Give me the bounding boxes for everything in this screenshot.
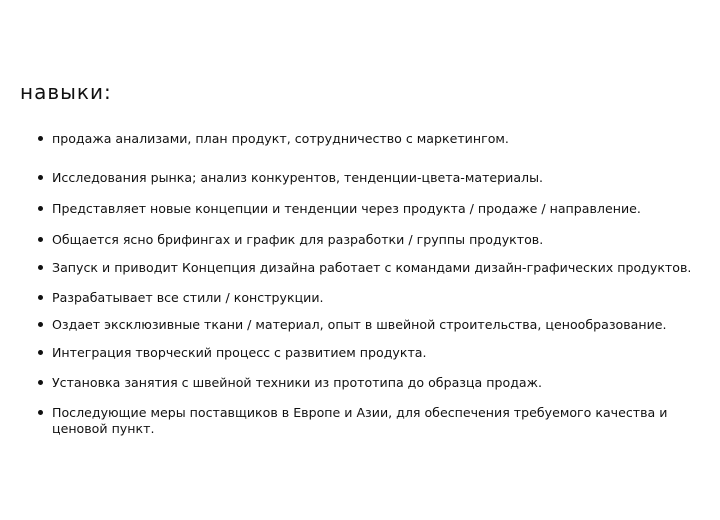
list-item-text: Интеграция творческий процесс с развитием продукта. xyxy=(52,345,427,360)
bullet-icon xyxy=(38,206,43,211)
list-item-text: Установка занятия с швейной техники из прототипа до образца продаж. xyxy=(52,375,542,390)
list-item xyxy=(38,345,698,361)
bullet-icon xyxy=(38,322,43,327)
bullet-icon xyxy=(38,295,43,300)
bullet-icon xyxy=(38,265,43,270)
list-item xyxy=(38,405,698,437)
list-item-text: Представляет новые концепции и тенденции через продукта / продаже / направление. xyxy=(52,201,641,216)
list-item-text: Запуск и приводит Концепция дизайна работает с командами дизайн-графических продуктов. xyxy=(52,260,692,275)
bullet-icon xyxy=(38,350,43,355)
list-item xyxy=(38,201,698,217)
list-item-text: продажа анализами, план продукт, сотрудничество с маркетингом. xyxy=(52,131,509,146)
list-item-text: Общается ясно брифингах и график для разработки / группы продуктов. xyxy=(52,232,544,247)
bullet-icon xyxy=(38,175,43,180)
list-item xyxy=(38,232,698,248)
list-item-text: Исследования рынка; анализ конкурентов, тенденции-цвета-материалы. xyxy=(52,170,544,185)
list-item xyxy=(38,260,698,276)
bullet-icon xyxy=(38,410,43,415)
section-heading: навыки: xyxy=(20,80,112,104)
bullet-icon xyxy=(38,380,43,385)
list-item-text: Оздает эксклюзивные ткани / материал, опыт в швейной строительства, ценообразование. xyxy=(52,317,667,332)
list-item-text: Разрабатывает все стили / конструкции. xyxy=(52,290,324,305)
bullet-icon xyxy=(38,136,43,141)
list-item xyxy=(38,317,698,333)
list-item-text: Последующие меры поставщиков в Европе и Азии, для обеспечения требуемого качества и ценовой пункт. xyxy=(52,405,668,436)
list-item xyxy=(38,290,698,306)
list-item xyxy=(38,170,698,186)
list-item xyxy=(38,131,698,147)
bullet-icon xyxy=(38,237,43,242)
list-item xyxy=(38,375,698,391)
